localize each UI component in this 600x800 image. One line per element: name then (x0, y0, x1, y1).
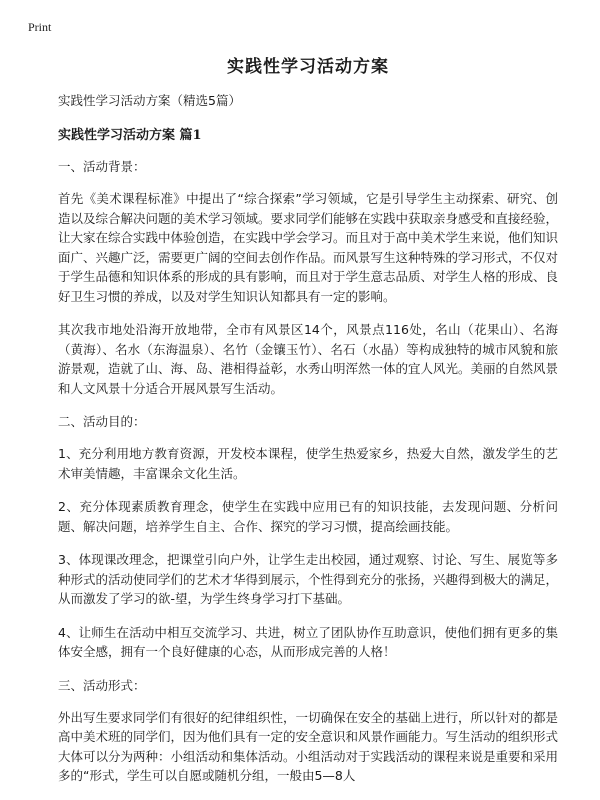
section-title: 实践性学习活动方案 篇1 (58, 128, 202, 143)
document-page (58, 52, 558, 800)
goal-item-2: 2、充分体现素质教育理念，使学生在实践中应用已有的知识技能，去发现问题、分析问题、解决问题，培养学生自主、合作、探究的学习习惯，提高绘画技能。 (58, 499, 558, 534)
background-paragraph-2: 其次我市地处沿海开放地带，全市有风景区14个，风景点116处，名山（花果山）、名海（黄海）、名水（东海温泉）、名竹（金镶玉竹）、名石（水晶）等构成独特的城市风貌和旅游景观，造就了山、海、岛、港相得益彰，水秀山明浑然一体的宜人风光。美丽的自然风景和人文风景十分适合开展风景写生活动。 (58, 322, 559, 396)
heading-goals: 二、活动目的： (58, 414, 146, 429)
document-title: 实践性学习活动方案 (227, 57, 389, 77)
heading-form: 三、活动形式： (58, 677, 146, 693)
goal-item-4: 4、让师生在活动中相互交流学习、共进，树立了团队协作互助意识，使他们拥有更多的集体安全感，拥有一个良好健康的心态，从而形成完善的人格！ (58, 624, 558, 659)
print-link[interactable]: Print (28, 20, 52, 34)
form-paragraph-1: 外出写生要求同学们有很好的纪律组织性，一切确保在安全的基础上进行，所以针对的都是高中美术班的同学们，因为他们具有一定的安全意识和风景作画能力。写生活动的组织形式大体可以分为两种：小组活动和集体活动。小组活动对于实践活动的课程来说是重要和采用多的“形式，学生可以自愿或随机分组，一般由5—8人 (58, 709, 559, 783)
document-subtitle: 实践性学习活动方案（精选5篇） (58, 93, 241, 108)
background-paragraph-1: 首先《美术课程标准》中提出了“综合探索”学习领域，它是引导学生主动探索、研究、创造以及综合解决问题的美术学习领域。要求同学们能够在实践中获取亲身感受和直接经验，让大家在综合实践中体验创造，在实践中学会学习。而且对于高中美术学生来说，他们知识面广、兴趣广泛，需要更广阔的空间去创作作品。而风景写生这种特殊的学习形式，不仅对于学生品德和知识体系的形成的具有影响，而且对于学生意志品质、对学生人格的形成、良好卫生习惯的养成，以及对学生知识认知都具有一定的影响。 (58, 191, 559, 304)
goal-item-1: 1、充分利用地方教育资源，开发校本课程，使学生热爱家乡，热爱大自然，激发学生的艺术审美情趣，丰富课余文化生活。 (58, 446, 558, 481)
goal-item-3: 3、体现课改理念，把课堂引向户外，让学生走出校园，通过观察、讨论、写生、展览等多种形式的活动使同学们的艺术才华得到展示，个性得到充分的张扬，兴趣得到极大的满足，从而激发了学习的欲-望，为学生终身学习打下基础。 (58, 552, 559, 606)
heading-background: 一、活动背景： (58, 159, 146, 174)
